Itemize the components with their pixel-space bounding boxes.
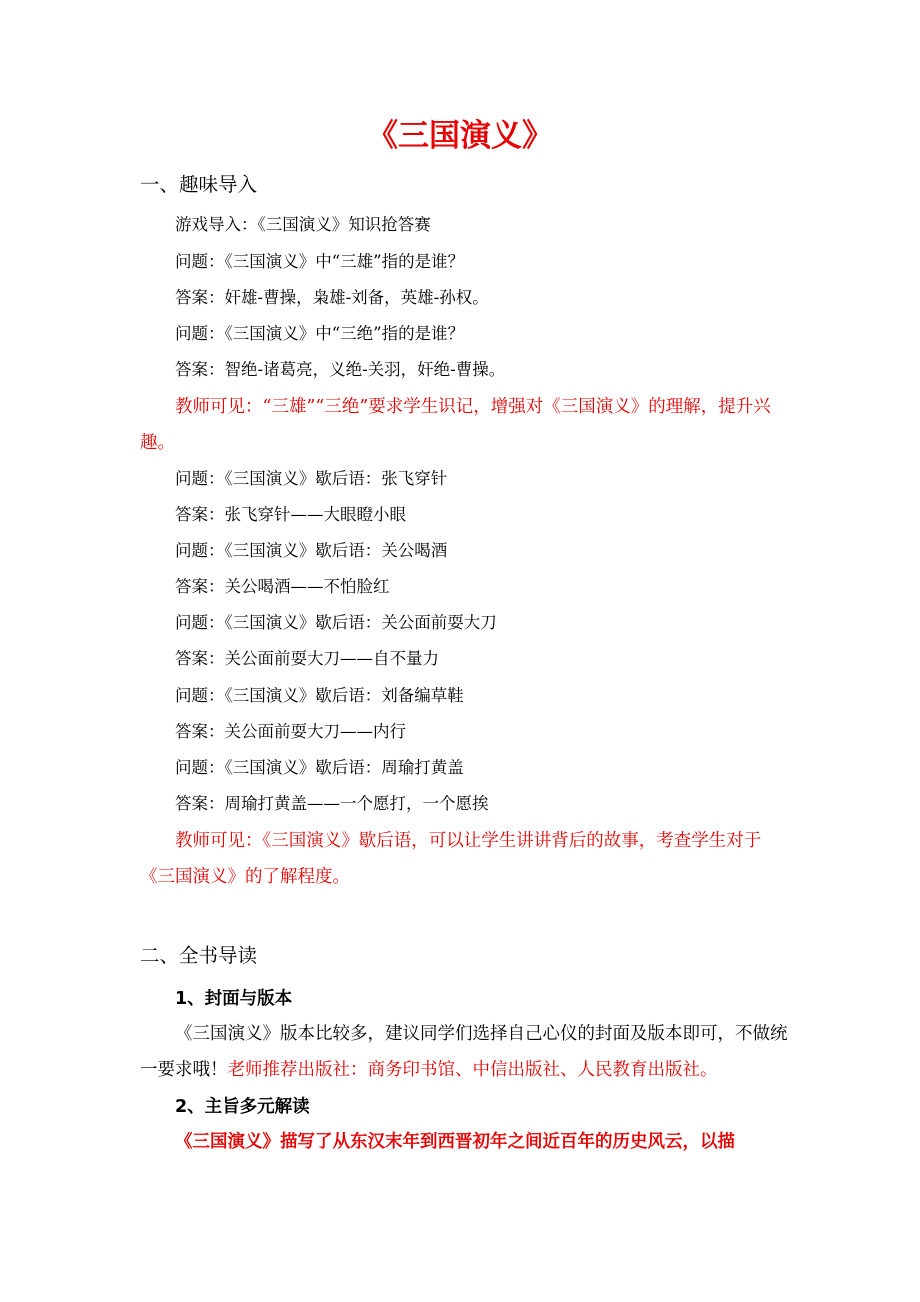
section-2-heading: 二、全书导读 [140,944,258,967]
answer-line: 答案：奸雄-曹操，枭雄-刘备，英雄-孙权。 [175,288,489,307]
question-line: 问题：《三国演义》中“三雄”指的是谁？ [175,252,465,271]
question-line: 问题：《三国演义》歇后语：刘备编草鞋 [175,686,464,705]
answer-line: 答案：关公面前耍大刀——内行 [175,722,406,741]
question-line: 问题：《三国演义》歇后语：关公面前耍大刀 [175,613,497,632]
section-1-heading: 一、趣味导入 [140,173,258,196]
teacher-note: 教师可见：《三国演义》歇后语，可以让学生讲讲背后的故事，考查学生对于《三国演义》的了解程度。 [140,831,762,887]
answer-line: 答案：智绝-诸葛亮，义绝-关羽，奸绝-曹操。 [175,360,506,379]
answer-line: 答案：张飞穿针——大眼瞪小眼 [175,505,406,524]
edition-text: 《三国演义》版本比较多，建议同学们选择自己心仪的封面及版本即可，不做统一要求哦！ [140,1024,788,1080]
question-line: 问题：《三国演义》歇后语：张飞穿针 [175,469,448,488]
publisher-recommendation: 老师推荐出版社：商务印书馆、中信出版社、人民教育出版社。 [227,1060,718,1080]
theme-paragraph: 《三国演义》描写了从东汉末年到西晋初年之间近百年的历史风云，以描 [175,1132,735,1152]
teacher-note: 教师可见：“三雄”“三绝”要求学生识记，增强对《三国演义》的理解，提升兴趣。 [140,397,771,453]
answer-line: 答案：周瑜打黄盖——一个愿打，一个愿挨 [175,794,489,813]
edition-paragraph [140,1016,790,1088]
question-line: 问题：《三国演义》歇后语：周瑜打黄盖 [175,758,464,777]
question-line: 问题：《三国演义》歇后语：关公喝酒 [175,541,448,560]
question-line: 问题：《三国演义》中“三绝”指的是谁？ [175,324,465,343]
page-title: 《三国演义》 [367,118,553,154]
answer-line: 答案：关公面前耍大刀——自不量力 [175,649,439,668]
subheading-cover-edition: 1、封面与版本 [175,989,293,1009]
intro-line: 游戏导入：《三国演义》知识抢答赛 [175,215,431,234]
subheading-theme: 2、主旨多元解读 [175,1097,310,1117]
answer-line: 答案：关公喝酒——不怕脸红 [175,577,390,596]
